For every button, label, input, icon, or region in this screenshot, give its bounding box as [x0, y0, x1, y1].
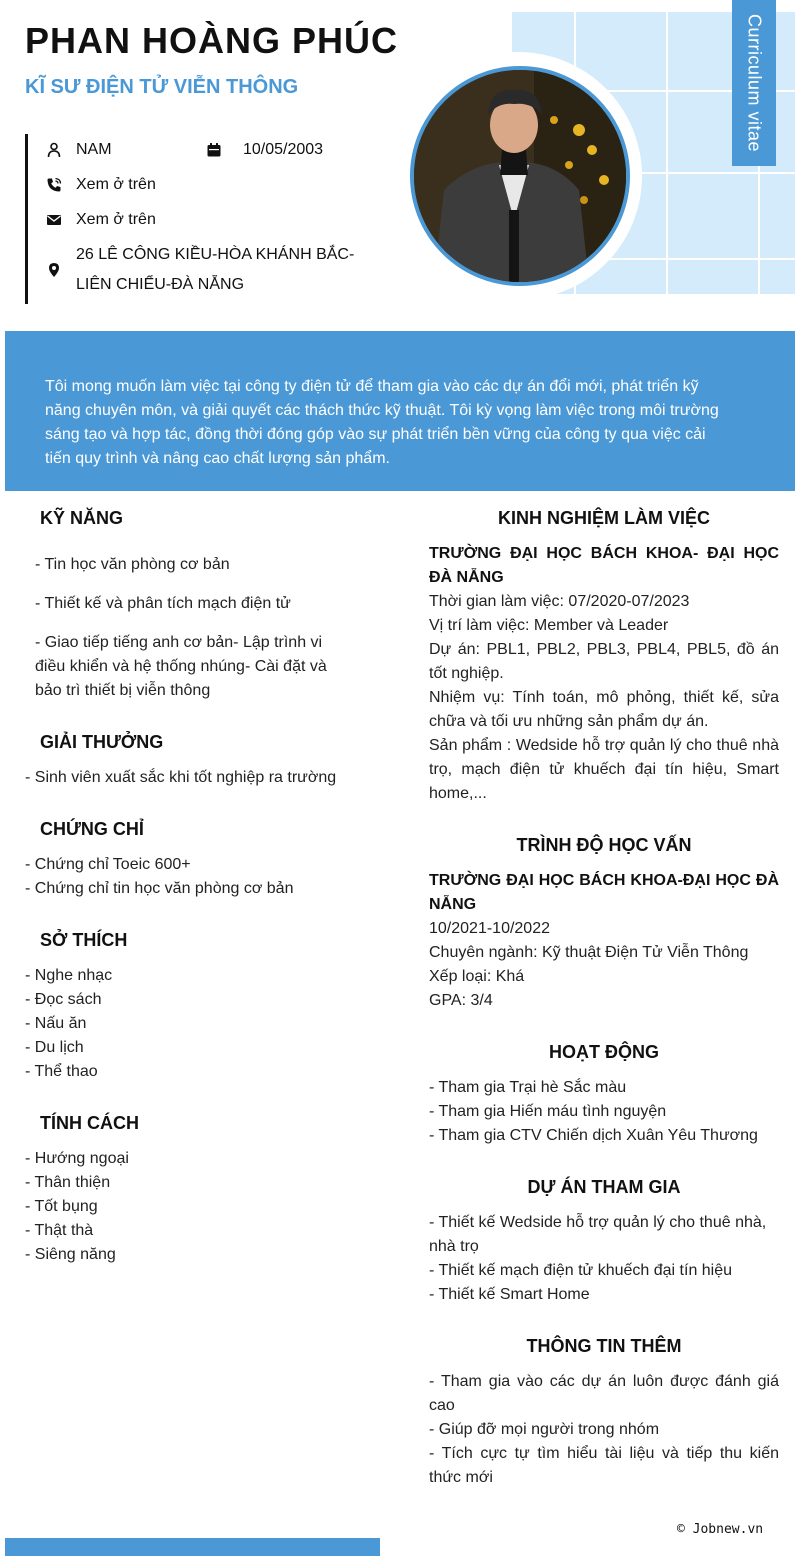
personal-info — [25, 134, 365, 304]
cv-tag — [732, 0, 776, 166]
personality-item: - Thân thiện — [25, 1174, 111, 1191]
activities-heading: HOẠT ĐỘNG — [549, 1042, 659, 1062]
certificate-item: - Chứng chỉ Toeic 600+ — [25, 856, 191, 873]
extra-info-item: - Tích cực tự tìm hiểu tài liệu và tiếp thu kiến thức mới — [429, 1445, 779, 1486]
personality-item: - Thật thà — [25, 1222, 94, 1239]
hobbies-heading: SỞ THÍCH — [40, 930, 128, 950]
gender-value: NAM — [76, 141, 112, 158]
experience-tasks: Nhiệm vụ: Tính toán, mô phỏng, thiết kế, sửa chữa và tối ưu những sản phẩm dự án. — [429, 689, 779, 730]
dob-row — [206, 135, 323, 165]
address-line-1: 26 LÊ CÔNG KIỀU-HÒA KHÁNH BẮC- — [76, 246, 355, 263]
education-heading: TRÌNH ĐỘ HỌC VẤN — [516, 835, 692, 855]
projects-heading: DỰ ÁN THAM GIA — [527, 1177, 681, 1197]
education-gpa: GPA: 3/4 — [429, 992, 493, 1009]
project-item: - Thiết kế Smart Home — [429, 1286, 590, 1303]
hobby-item: - Nghe nhạc — [25, 967, 113, 984]
gender-row — [46, 135, 112, 165]
education-rank: Xếp loại: Khá — [429, 968, 525, 985]
calendar-icon — [206, 135, 228, 165]
copyright-text: © Jobnew.vn — [677, 1522, 764, 1537]
education-period: 10/2021-10/2022 — [429, 920, 550, 937]
avatar — [410, 66, 630, 286]
mail-icon — [46, 205, 68, 235]
location-pin-icon — [46, 240, 68, 300]
cv-tag-label: Curriculum vitae — [744, 13, 765, 153]
email-value: Xem ở trên — [76, 211, 156, 228]
project-item: - Thiết kế mạch điện tử khuếch đại tín hiệu — [429, 1262, 733, 1279]
experience-projects: Dự án: PBL1, PBL2, PBL3, PBL4, PBL5, đồ án tốt nghiệp. — [429, 641, 779, 682]
skill-item: - Thiết kế và phân tích mạch điện tử — [35, 595, 291, 612]
extra-info-heading: THÔNG TIN THÊM — [526, 1336, 682, 1356]
dob-value: 10/05/2003 — [243, 141, 324, 158]
skill-item: - Tin học văn phòng cơ bản — [35, 556, 230, 573]
awards-heading: GIẢI THƯỞNG — [40, 732, 164, 752]
skills-heading: KỸ NĂNG — [40, 508, 124, 528]
objective-line-3: sáng tạo và hợp tác, đồng thời đóng góp vào sự phát triển bền vững của công ty qua việc cải — [45, 426, 706, 443]
left-column — [25, 508, 365, 1267]
phone-row — [46, 170, 156, 200]
objective-line-1: Tôi mong muốn làm việc tại công ty điện tử để tham gia vào các dự án đổi mới, phát triển kỹ — [45, 378, 699, 395]
activity-item: - Tham gia CTV Chiến dịch Xuân Yêu Thương — [429, 1127, 758, 1144]
education-school: TRƯỜNG ĐẠI HỌC BÁCH KHOA-ĐẠI HỌC ĐÀ NẴNG — [429, 872, 779, 913]
career-objective — [5, 331, 795, 491]
hobby-item: - Nấu ăn — [25, 1015, 87, 1032]
address-value — [76, 240, 354, 300]
person-icon — [46, 135, 68, 165]
personality-item: - Siêng năng — [25, 1246, 116, 1263]
objective-line-4: tiến quy trình và nâng cao chất lượng sản phẩm. — [45, 450, 390, 467]
skill-item: - Giao tiếp tiếng anh cơ bản- Lập trình vi điều khiển và hệ thống nhúng- Cài đặt và bảo trì thiết bị viễn thông — [35, 634, 327, 699]
activity-item: - Tham gia Hiến máu tình nguyện — [429, 1103, 667, 1120]
portrait-illustration — [414, 70, 626, 282]
certificates-heading: CHỨNG CHỈ — [40, 819, 144, 839]
footer-accent-bar — [5, 1538, 380, 1556]
personality-heading: TÍNH CÁCH — [40, 1113, 139, 1133]
experience-time: Thời gian làm việc: 07/2020-07/2023 — [429, 593, 690, 610]
experience-position: Vị trí làm việc: Member và Leader — [429, 617, 669, 634]
experience-company: TRƯỜNG ĐẠI HỌC BÁCH KHOA- ĐẠI HỌC ĐÀ NẴNG — [429, 545, 779, 586]
activity-item: - Tham gia Trại hè Sắc màu — [429, 1079, 627, 1096]
extra-info-item: - Giúp đỡ mọi người trong nhóm — [429, 1421, 660, 1438]
job-title: KĨ SƯ ĐIỆN TỬ VIỄN THÔNG — [25, 76, 299, 98]
project-item: - Thiết kế Wedside hỗ trợ quản lý cho thuê nhà, nhà trọ — [429, 1214, 767, 1255]
candidate-name: PHAN HOÀNG PHÚC — [25, 20, 399, 61]
objective-line-2: năng chuyên môn, và giải quyết các thách thức kỹ thuật. Tôi kỳ vọng làm việc trong môi trường — [45, 402, 719, 419]
hobby-item: - Thể thao — [25, 1063, 98, 1080]
hobby-item: - Đọc sách — [25, 991, 102, 1008]
award-item: - Sinh viên xuất sắc khi tốt nghiệp ra trường — [25, 769, 337, 786]
phone-value: Xem ở trên — [76, 176, 156, 193]
experience-heading: KINH NGHIỆM LÀM VIỆC — [497, 508, 710, 528]
address-row — [46, 240, 354, 300]
extra-info-item: - Tham gia vào các dự án luôn được đánh giá cao — [429, 1373, 779, 1414]
education-major: Chuyên ngành: Kỹ thuật Điện Tử Viễn Thông — [429, 944, 749, 961]
email-row — [46, 205, 156, 235]
personality-item: - Tốt bụng — [25, 1198, 98, 1215]
hobby-item: - Du lịch — [25, 1039, 84, 1056]
certificate-item: - Chứng chỉ tin học văn phòng cơ bản — [25, 880, 294, 897]
phone-icon — [46, 170, 68, 200]
address-line-2: LIÊN CHIỂU-ĐÀ NẴNG — [76, 276, 245, 293]
experience-products: Sản phẩm : Wedside hỗ trợ quản lý cho thuê nhà trọ, mạch điện tử khuếch đại tín hiệu, Smart home,... — [429, 737, 779, 802]
personality-item: - Hướng ngoại — [25, 1150, 129, 1167]
right-column — [429, 508, 779, 1490]
